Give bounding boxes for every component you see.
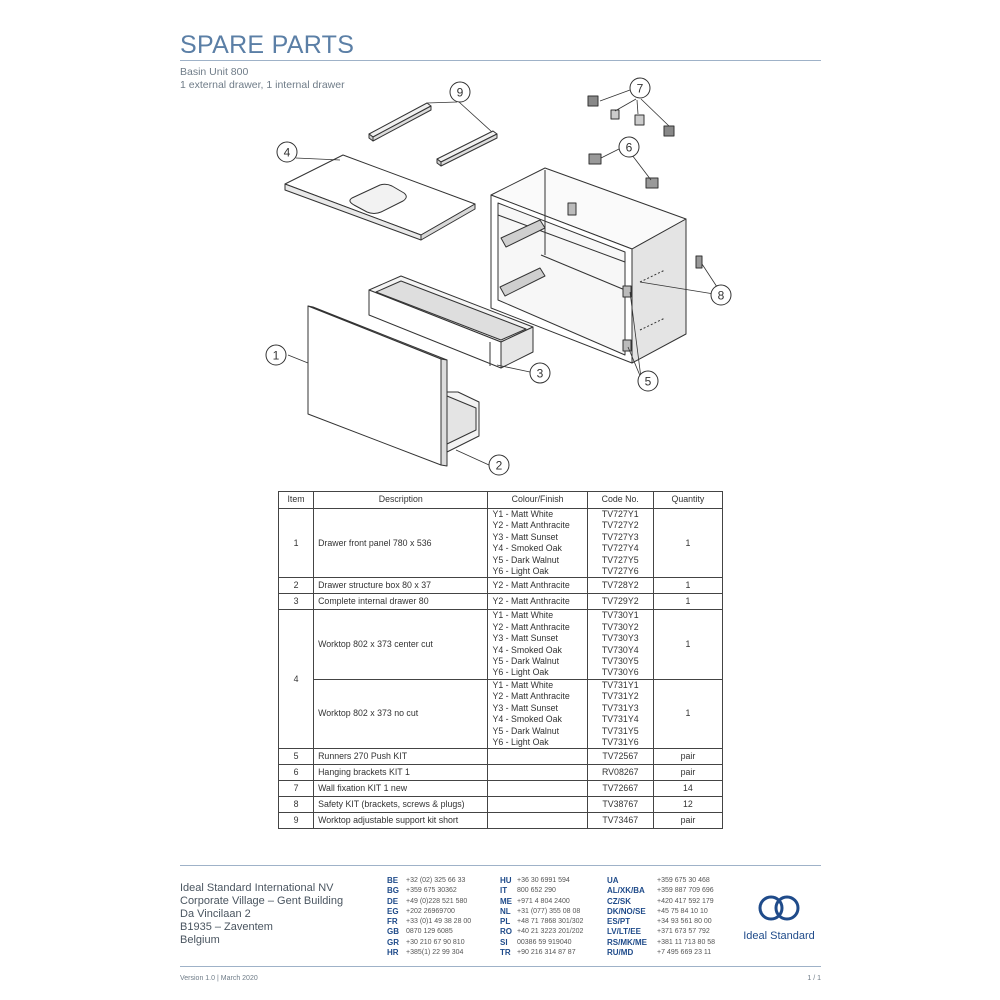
phone-number: +30 210 67 90 810 bbox=[406, 938, 465, 946]
finish-option: Y4 - Smoked Oak bbox=[492, 644, 562, 655]
company-name: Ideal Standard International NV bbox=[180, 882, 334, 894]
row-quantity: 1 bbox=[653, 610, 722, 679]
country-code: NL bbox=[500, 906, 511, 916]
table-row bbox=[279, 765, 723, 781]
column-header-item: Item bbox=[279, 492, 314, 509]
finish-option: Y4 - Smoked Oak bbox=[492, 714, 562, 725]
table-row bbox=[279, 749, 723, 765]
contact-row bbox=[387, 897, 471, 907]
code-number: TV730Y2 bbox=[601, 621, 639, 632]
phone-number: 800 652 290 bbox=[517, 887, 556, 895]
contact-row bbox=[387, 886, 471, 896]
address-line: B1935 – Zaventem bbox=[180, 921, 273, 933]
row-quantity: 12 bbox=[653, 797, 722, 813]
phone-number: +359 675 30 468 bbox=[657, 877, 710, 884]
contact-row bbox=[500, 938, 583, 948]
finish-option: Y6 - Light Oak bbox=[492, 736, 549, 747]
code-number: TV730Y4 bbox=[601, 644, 639, 655]
address-line: Da Vincilaan 2 bbox=[180, 908, 251, 920]
country-code: FR bbox=[387, 917, 398, 927]
row-codes bbox=[587, 679, 653, 748]
callout-6-label: 6 bbox=[625, 140, 633, 155]
column-header-code-no: Code No. bbox=[587, 492, 653, 509]
page-number: 1 / 1 bbox=[807, 975, 821, 982]
country-code: CZ/SK bbox=[607, 896, 631, 906]
callout-2-label: 2 bbox=[495, 458, 503, 473]
country-code: IT bbox=[500, 886, 508, 896]
row-finishes bbox=[488, 749, 587, 765]
code-number: TV730Y6 bbox=[601, 667, 639, 678]
callout-1-label: 1 bbox=[272, 348, 280, 363]
code-number: TV731Y4 bbox=[601, 714, 639, 725]
phone-number: +359 887 709 696 bbox=[657, 887, 714, 895]
row-finishes bbox=[488, 610, 587, 679]
callout-4-label: 4 bbox=[283, 145, 291, 160]
safety-kit-part bbox=[696, 256, 702, 268]
code-number: TV731Y3 bbox=[601, 702, 639, 713]
contact-row bbox=[387, 907, 471, 917]
callout-3-label: 3 bbox=[536, 366, 544, 381]
table-row bbox=[279, 509, 723, 578]
row-item: 4 bbox=[279, 610, 314, 749]
contact-row bbox=[387, 917, 471, 927]
contact-row bbox=[607, 917, 715, 927]
row-description: Worktop 802 x 373 center cut bbox=[314, 610, 488, 679]
date-label: March 2020 bbox=[220, 975, 258, 982]
phone-number: 0870 129 6085 bbox=[406, 928, 453, 936]
phone-number: +7 495 669 23 11 bbox=[657, 949, 712, 957]
country-code: GR bbox=[387, 937, 399, 947]
contact-row bbox=[500, 927, 583, 937]
country-code: PL bbox=[500, 917, 511, 927]
row-item: 7 bbox=[279, 781, 314, 797]
row-codes: TV38767 bbox=[587, 797, 653, 813]
worktop-part bbox=[285, 155, 475, 240]
finish-option: Y3 - Matt Sunset bbox=[492, 702, 558, 713]
worktop-support-parts bbox=[369, 103, 497, 166]
page-title: SPARE PARTS bbox=[180, 31, 355, 59]
code-number: TV727Y5 bbox=[601, 554, 639, 565]
code-number: TV730Y5 bbox=[601, 656, 639, 667]
row-description: Runners 270 Push KIT bbox=[314, 749, 488, 765]
finish-option: Y2 - Matt Anthracite bbox=[492, 520, 570, 531]
phone-number: +31 (077) 355 08 08 bbox=[517, 907, 581, 915]
table-row bbox=[279, 578, 723, 594]
footer-divider-bottom bbox=[180, 966, 821, 967]
contact-row bbox=[607, 907, 715, 917]
footer-divider-top bbox=[180, 865, 821, 866]
row-description: Worktop 802 x 373 no cut bbox=[314, 679, 488, 748]
brand-mark-icon bbox=[757, 893, 801, 923]
phone-number: +371 673 57 792 bbox=[657, 928, 710, 936]
footer-separator: | bbox=[216, 975, 219, 982]
finish-option: Y1 - Matt White bbox=[492, 679, 554, 690]
phone-number: +90 216 314 87 87 bbox=[517, 949, 576, 957]
finish-option: Y2 - Matt Anthracite bbox=[492, 691, 570, 702]
row-finishes bbox=[488, 797, 587, 813]
phone-number: +34 93 561 80 00 bbox=[657, 918, 712, 926]
phone-number: +48 71 7868 301/302 bbox=[517, 918, 584, 926]
phone-number: +45 75 84 10 10 bbox=[657, 907, 708, 915]
row-description: Hanging brackets KIT 1 bbox=[314, 765, 488, 781]
country-code: EG bbox=[387, 906, 399, 916]
contact-row bbox=[500, 897, 583, 907]
country-code: DK/NO/SE bbox=[607, 906, 646, 916]
country-code: DE bbox=[387, 896, 399, 906]
contact-row bbox=[387, 948, 471, 958]
phone-number: 00386 59 919040 bbox=[517, 938, 572, 946]
contact-row bbox=[387, 938, 471, 948]
finish-option: Y1 - Matt White bbox=[492, 509, 554, 519]
row-finishes bbox=[488, 679, 587, 748]
row-description: Wall fixation KIT 1 new bbox=[314, 781, 488, 797]
hanging-bracket-parts bbox=[589, 154, 658, 188]
row-quantity: 1 bbox=[653, 594, 722, 610]
spare-parts-table bbox=[278, 491, 723, 829]
row-quantity: 1 bbox=[653, 578, 722, 594]
phone-number: +971 4 804 2400 bbox=[517, 897, 570, 905]
code-number: TV727Y3 bbox=[601, 531, 639, 542]
finish-option: Y6 - Light Oak bbox=[492, 566, 549, 577]
country-code: ES/PT bbox=[607, 917, 631, 927]
title-divider bbox=[180, 60, 821, 61]
contact-row bbox=[500, 876, 583, 886]
row-codes: RV08267 bbox=[587, 765, 653, 781]
country-code: ME bbox=[500, 896, 512, 906]
row-codes: TV72667 bbox=[587, 781, 653, 797]
finish-option: Y5 - Dark Walnut bbox=[492, 725, 560, 736]
company-address bbox=[180, 882, 343, 947]
version-label: Version 1.0 bbox=[180, 975, 216, 982]
phone-number: +33 (0)1 49 38 28 00 bbox=[406, 918, 472, 926]
code-number: TV730Y1 bbox=[601, 610, 639, 621]
row-quantity: pair bbox=[653, 749, 722, 765]
finish-option: Y1 - Matt White bbox=[492, 610, 554, 621]
row-codes: TV73467 bbox=[587, 813, 653, 829]
finish-option: Y5 - Dark Walnut bbox=[492, 656, 560, 667]
country-code: BE bbox=[387, 876, 399, 885]
phone-number: +381 11 713 80 58 bbox=[657, 938, 716, 946]
country-code: GB bbox=[387, 927, 399, 937]
contact-row bbox=[500, 917, 583, 927]
country-code: BG bbox=[387, 886, 399, 896]
country-code: UA bbox=[607, 876, 619, 885]
code-number: TV727Y2 bbox=[601, 520, 639, 531]
finish-option: Y5 - Dark Walnut bbox=[492, 554, 560, 565]
row-codes: TV72567 bbox=[587, 749, 653, 765]
row-codes: TV729Y2 bbox=[587, 594, 653, 610]
contact-row bbox=[607, 948, 715, 958]
code-number: TV731Y5 bbox=[601, 725, 639, 736]
contact-column-1 bbox=[387, 876, 471, 958]
code-number: TV727Y6 bbox=[601, 566, 639, 577]
column-header-colour-finish: Colour/Finish bbox=[488, 492, 587, 509]
finish-option: Y4 - Smoked Oak bbox=[492, 543, 562, 554]
row-item: 6 bbox=[279, 765, 314, 781]
row-quantity: 14 bbox=[653, 781, 722, 797]
table-row bbox=[279, 594, 723, 610]
country-code: HU bbox=[500, 876, 512, 885]
phone-number: +202 26969700 bbox=[406, 907, 455, 915]
address-line: Belgium bbox=[180, 934, 220, 946]
callout-7-label: 7 bbox=[636, 81, 644, 96]
code-number: TV727Y1 bbox=[601, 509, 639, 519]
contact-column-3 bbox=[607, 876, 715, 958]
callout-8-label: 8 bbox=[717, 288, 725, 303]
contact-row bbox=[607, 938, 715, 948]
row-finishes: Y2 - Matt Anthracite bbox=[488, 578, 587, 594]
row-finishes bbox=[488, 781, 587, 797]
country-code: RO bbox=[500, 927, 512, 937]
code-number: TV731Y6 bbox=[601, 736, 639, 747]
row-finishes: Y2 - Matt Anthracite bbox=[488, 594, 587, 610]
row-finishes bbox=[488, 813, 587, 829]
contact-row bbox=[500, 886, 583, 896]
row-quantity: pair bbox=[653, 765, 722, 781]
contact-row bbox=[607, 897, 715, 907]
row-quantity: 1 bbox=[653, 509, 722, 578]
row-description: Safety KIT (brackets, screws & plugs) bbox=[314, 797, 488, 813]
row-quantity: pair bbox=[653, 813, 722, 829]
table-row bbox=[279, 610, 723, 679]
finish-option: Y3 - Matt Sunset bbox=[492, 633, 558, 644]
row-finishes bbox=[488, 765, 587, 781]
contact-row bbox=[500, 907, 583, 917]
country-code: RS/MK/ME bbox=[607, 937, 647, 947]
row-item: 8 bbox=[279, 797, 314, 813]
finish-option: Y6 - Light Oak bbox=[492, 667, 549, 678]
version-info bbox=[180, 975, 258, 982]
product-configuration: 1 external drawer, 1 internal drawer bbox=[180, 79, 345, 91]
phone-number: +36 30 6991 594 bbox=[517, 877, 570, 884]
code-number: TV731Y2 bbox=[601, 691, 639, 702]
phone-number: +32 (02) 325 66 33 bbox=[406, 877, 466, 884]
country-code: TR bbox=[500, 948, 511, 958]
contact-row bbox=[500, 948, 583, 958]
row-description: Complete internal drawer 80 bbox=[314, 594, 488, 610]
code-number: TV730Y3 bbox=[601, 633, 639, 644]
phone-number: +385(1) 22 99 304 bbox=[406, 949, 464, 957]
table-row bbox=[279, 679, 723, 748]
row-description: Drawer front panel 780 x 536 bbox=[314, 509, 488, 578]
callout-9-label: 9 bbox=[456, 85, 464, 100]
contact-row bbox=[607, 927, 715, 937]
country-code: LV/LT/EE bbox=[607, 927, 641, 937]
brand-logo bbox=[734, 893, 824, 942]
row-item: 2 bbox=[279, 578, 314, 594]
code-number: TV727Y4 bbox=[601, 543, 639, 554]
address-line: Corporate Village – Gent Building bbox=[180, 895, 344, 907]
contact-row bbox=[387, 876, 471, 886]
row-item: 3 bbox=[279, 594, 314, 610]
contact-column-2 bbox=[500, 876, 583, 958]
column-header-quantity: Quantity bbox=[653, 492, 722, 509]
finish-option: Y2 - Matt Anthracite bbox=[492, 621, 570, 632]
contact-row bbox=[607, 886, 715, 896]
row-description: Worktop adjustable support kit short bbox=[314, 813, 488, 829]
country-code: RU/MD bbox=[607, 948, 634, 958]
product-name: Basin Unit 800 bbox=[180, 66, 249, 78]
country-code: SI bbox=[500, 937, 508, 947]
table-row bbox=[279, 813, 723, 829]
row-codes bbox=[587, 610, 653, 679]
country-code: HR bbox=[387, 948, 399, 958]
table-row bbox=[279, 797, 723, 813]
phone-number: +49 (0)228 521 580 bbox=[406, 897, 468, 905]
contact-row bbox=[387, 927, 471, 937]
row-codes: TV728Y2 bbox=[587, 578, 653, 594]
country-code: AL/XK/BA bbox=[607, 886, 645, 896]
drawer-structure-box-part bbox=[447, 392, 479, 452]
exploded-assembly-drawing bbox=[255, 72, 775, 482]
table-header-row bbox=[279, 492, 723, 509]
row-quantity: 1 bbox=[653, 679, 722, 748]
finish-option: Y3 - Matt Sunset bbox=[492, 531, 558, 542]
code-number: TV731Y1 bbox=[601, 679, 639, 690]
phone-number: +40 21 3223 201/202 bbox=[517, 928, 584, 936]
table-row bbox=[279, 781, 723, 797]
phone-number: +420 417 592 179 bbox=[657, 897, 714, 905]
row-description: Drawer structure box 80 x 37 bbox=[314, 578, 488, 594]
phone-number: +359 675 30362 bbox=[406, 887, 457, 895]
row-item: 9 bbox=[279, 813, 314, 829]
row-item: 5 bbox=[279, 749, 314, 765]
row-item: 1 bbox=[279, 509, 314, 578]
row-finishes bbox=[488, 509, 587, 578]
row-codes bbox=[587, 509, 653, 578]
callout-5-label: 5 bbox=[644, 374, 652, 389]
contact-row bbox=[607, 876, 715, 886]
column-header-description: Description bbox=[314, 492, 488, 509]
brand-name: Ideal Standard bbox=[743, 930, 815, 942]
